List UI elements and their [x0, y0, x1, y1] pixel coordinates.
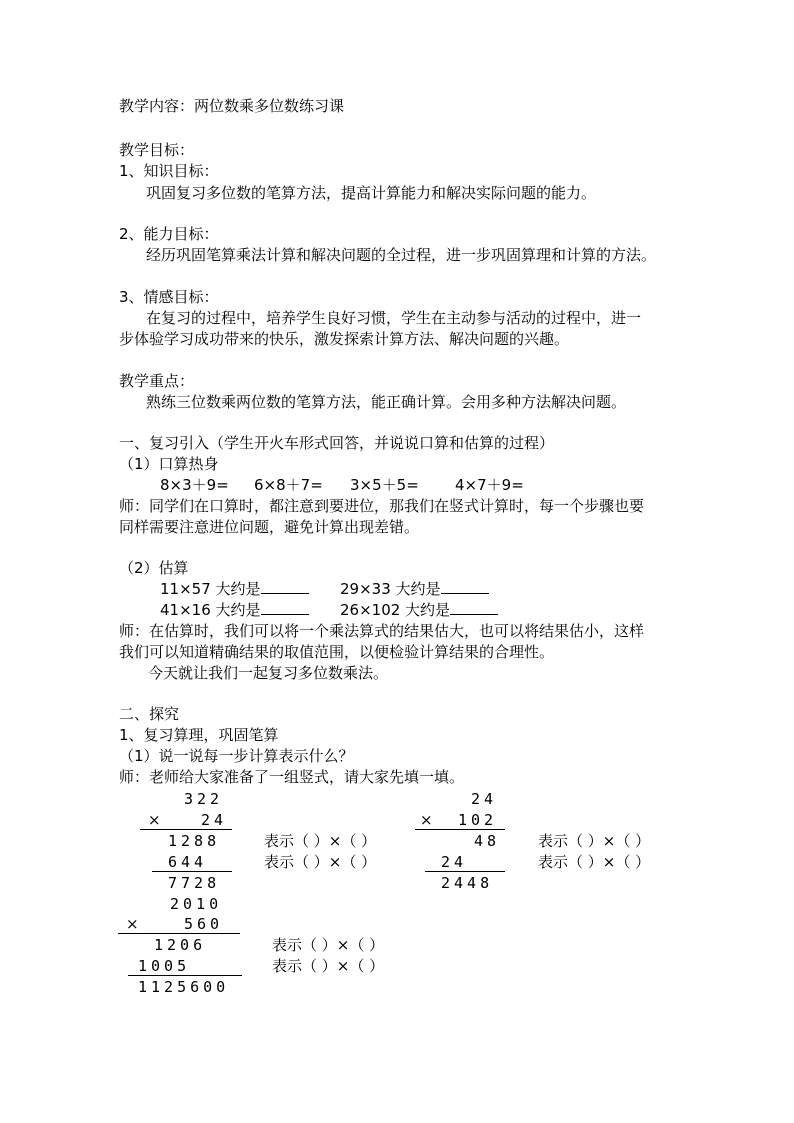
calc2-partial1: 48: [474, 832, 501, 850]
teacher1-line-b: 同样需要注意进位问题，避免计算出现差错。: [119, 518, 420, 536]
part2-heading: 二、探究: [119, 705, 180, 723]
calc1-multiplicand: 322: [184, 790, 224, 808]
key-text: 熟练三位数乘两位数的笔算方法，能正确计算。会用多种方法解决问题。: [146, 393, 627, 411]
estimate-item: [160, 600, 309, 620]
oral-title: （1）口算热身: [119, 455, 219, 473]
oral-item: 4×7＋9=: [455, 476, 524, 494]
calc3-operator: ×: [126, 915, 139, 933]
estimate-text: 26×102 大约是: [340, 601, 451, 619]
calc2-operator: ×: [420, 811, 433, 829]
calc1-line: [152, 871, 232, 872]
calc2-multiplier: 102: [458, 811, 498, 829]
calc3-result: 1125600: [138, 978, 230, 996]
calc3-line: [118, 933, 240, 934]
calc3-means2: 表示（ ）×（ ）: [272, 957, 385, 975]
teaching-content: 教学内容：两位数乘多位数练习课: [119, 97, 345, 115]
teacher2-line-a: 师：在估算时，我们可以将一个乘法算式的结果估大，也可以将结果估小，这样: [119, 622, 645, 640]
calc1-partial2: 644: [168, 853, 208, 871]
estimate-text: 11×57 大约是: [160, 580, 261, 598]
teacher2-line-b: 我们可以知道精确结果的取值范围，以便检验计算结果的合理性。: [119, 643, 555, 661]
calc2-means2: 表示（ ）×（ ）: [538, 853, 651, 871]
calc1-multiplier: 24: [201, 811, 228, 829]
estimate-item: [160, 579, 309, 599]
goal-ability-text: 经历巩固笔算乘法计算和解决问题的全过程，进一步巩固算理和计算的方法。: [146, 246, 657, 264]
calc3-multiplier: 560: [184, 915, 224, 933]
estimate-text: 29×33 大约是: [340, 580, 441, 598]
calc3-partial2: 1005: [138, 957, 191, 975]
estimate-item: [340, 600, 498, 620]
answer-blank[interactable]: [441, 579, 489, 594]
calc2-line: [425, 871, 505, 872]
goal-knowledge-text: 巩固复习多位数的笔算方法，提高计算能力和解决实际问题的能力。: [146, 184, 597, 202]
goal-emotion-line2: 步体验学习成功带来的快乐，激发探索计算方法、解决问题的兴趣。: [119, 330, 570, 348]
oral-item: 6×8＋7=: [254, 476, 323, 494]
calc1-operator: ×: [148, 811, 161, 829]
calc2-result: 2448: [441, 874, 494, 892]
sub1-heading: 1、复习算理，巩固笔算: [119, 726, 279, 744]
question1: （1）说一说每一步计算表示什么？: [119, 747, 354, 765]
teacher-instruction: 师：老师给大家准备了一组竖式，请大家先填一填。: [119, 768, 465, 786]
calc3-line: [128, 975, 242, 976]
calc2-partial2: 24: [441, 853, 468, 871]
calc1-means1: 表示（ ）×（ ）: [264, 832, 377, 850]
oral-item: 8×3＋9=: [160, 476, 229, 494]
goal-emotion-title: 3、情感目标：: [119, 288, 219, 306]
estimate-text: 41×16 大约是: [160, 601, 261, 619]
calc3-partial1: 1206: [154, 936, 207, 954]
part1-heading: 一、复习引入（学生开火车形式回答，并说说口算和估算的过程）: [119, 434, 555, 452]
teacher1-line-a: 师：同学们在口算时，都注意到要进位，那我们在竖式计算时，每一个步骤也要: [119, 497, 645, 515]
estimate-title: （2）估算: [119, 559, 189, 577]
goal-ability-title: 2、能力目标：: [119, 225, 219, 243]
calc1-line: [140, 829, 232, 830]
calc1-result: 7728: [168, 874, 221, 892]
answer-blank[interactable]: [261, 579, 309, 594]
answer-blank[interactable]: [450, 600, 498, 615]
calc1-means2: 表示（ ）×（ ）: [264, 853, 377, 871]
goal-emotion-line1: 在复习的过程中，培养学生良好习惯，学生在主动参与活动的过程中，进一: [146, 309, 642, 327]
calc2-means1: 表示（ ）×（ ）: [538, 832, 651, 850]
calc2-multiplicand: 24: [471, 790, 498, 808]
calc2-line: [415, 829, 505, 830]
goal-knowledge-title: 1、知识目标：: [119, 162, 219, 180]
calc3-multiplicand: 2010: [170, 895, 223, 913]
answer-blank[interactable]: [261, 600, 309, 615]
calc1-partial1: 1288: [168, 832, 221, 850]
key-heading: 教学重点：: [119, 372, 195, 390]
oral-item: 3×5＋5=: [350, 476, 419, 494]
calc3-means1: 表示（ ）×（ ）: [272, 936, 385, 954]
estimate-item: [340, 579, 489, 599]
goals-heading: 教学目标：: [119, 141, 195, 159]
today-line: 今天就让我们一起复习多位数乘法。: [148, 664, 389, 682]
